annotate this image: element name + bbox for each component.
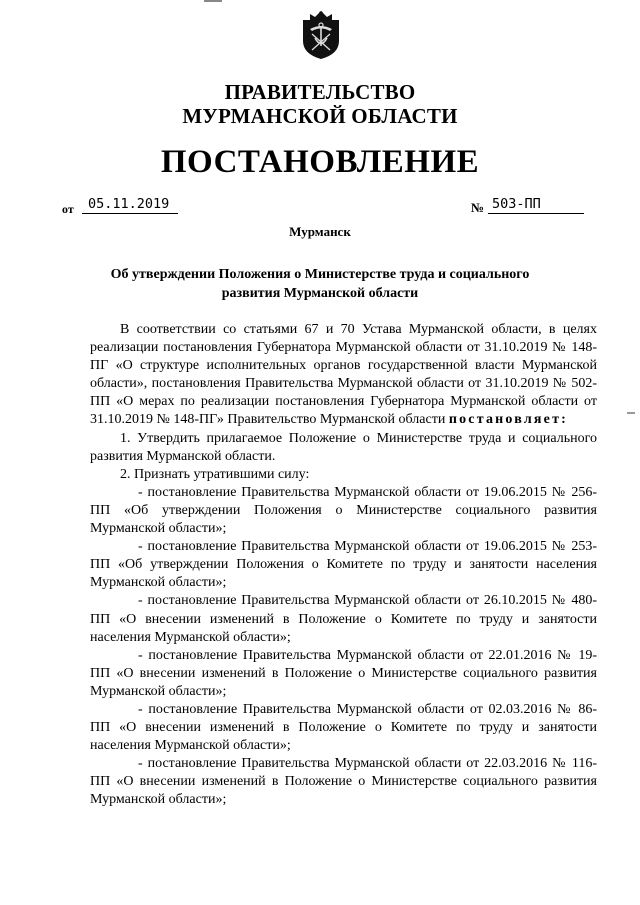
scan-artifact bbox=[627, 412, 635, 414]
organization-name-line2: МУРМАНСКОЙ ОБЛАСТИ bbox=[182, 104, 458, 128]
list-item: - постановление Правительства Мурманской области от 19.06.2015 № 253-ПП «Об утверждении Положения о Комитете по труду и занятости населения Мурманской области»; bbox=[90, 539, 597, 591]
list-item: - постановление Правительства Мурманской области от 02.03.2016 № 86-ПП «О внесении изменений в Положение о Комитете по труду и занятости населения Мурманской области»; bbox=[90, 701, 597, 754]
subject-line2: развития Мурманской области bbox=[221, 286, 419, 301]
date-prefix: от bbox=[62, 202, 74, 216]
document-body bbox=[90, 321, 597, 810]
document-type: ПОСТАНОВЛЕНИЕ bbox=[160, 144, 480, 180]
city-name: Мурманск bbox=[289, 224, 351, 239]
list-item: - постановление Правительства Мурманской области от 22.03.2016 № 116-ПП «О внесении изменений в Положение о Министерстве социального развития Мурманской области»; bbox=[90, 756, 597, 808]
point-2: 2. Признать утратившими силу: bbox=[120, 466, 310, 482]
scan-artifact bbox=[204, 0, 222, 2]
intro-paragraph bbox=[90, 321, 597, 430]
point-1: 1. Утвердить прилагаемое Положение о Министерстве труда и социального развития Мурманской области. bbox=[90, 430, 597, 464]
list-item: - постановление Правительства Мурманской области от 22.01.2016 № 19-ПП «О внесении изменений в Положение о Министерстве социального развития Мурманской области»; bbox=[90, 647, 597, 699]
coat-of-arms-icon bbox=[300, 8, 342, 60]
document-number: 503-ПП bbox=[488, 196, 584, 214]
organization-name-line1: ПРАВИТЕЛЬСТВО bbox=[224, 80, 416, 104]
document-subject bbox=[90, 265, 550, 303]
intro-text: В соответствии со статьями 67 и 70 Устава Мурманской области, в целях реализации постановления Губернатора Мурманской области от 31.10.2019 № 148-ПГ «О структуре исполнительных органов государственной власти Мурманской области», постановления Правительства Мурманской области от 31.10.2019 № 502-ПП «О мерах по реализации постановления Губернатора Мурманской области от 31.10.2019 № 148-ПГ» Правительство Мурманской области bbox=[90, 322, 597, 428]
document-date: 05.11.2019 bbox=[82, 196, 178, 214]
list-item: - постановление Правительства Мурманской области от 19.06.2015 № 256-ПП «Об утверждении Положения о Министерстве социального развития Мурманской области»; bbox=[90, 484, 597, 537]
number-sign: № bbox=[471, 200, 485, 215]
decree-word: постановляет: bbox=[448, 412, 569, 428]
subject-line1: Об утверждении Положения о Министерстве труда и социального bbox=[110, 267, 530, 282]
list-item: - постановление Правительства Мурманской области от 26.10.2015 № 480-ПП «О внесении изменений в Положение о Комитете по труду и занятости населения Мурманской области»; bbox=[90, 593, 597, 645]
